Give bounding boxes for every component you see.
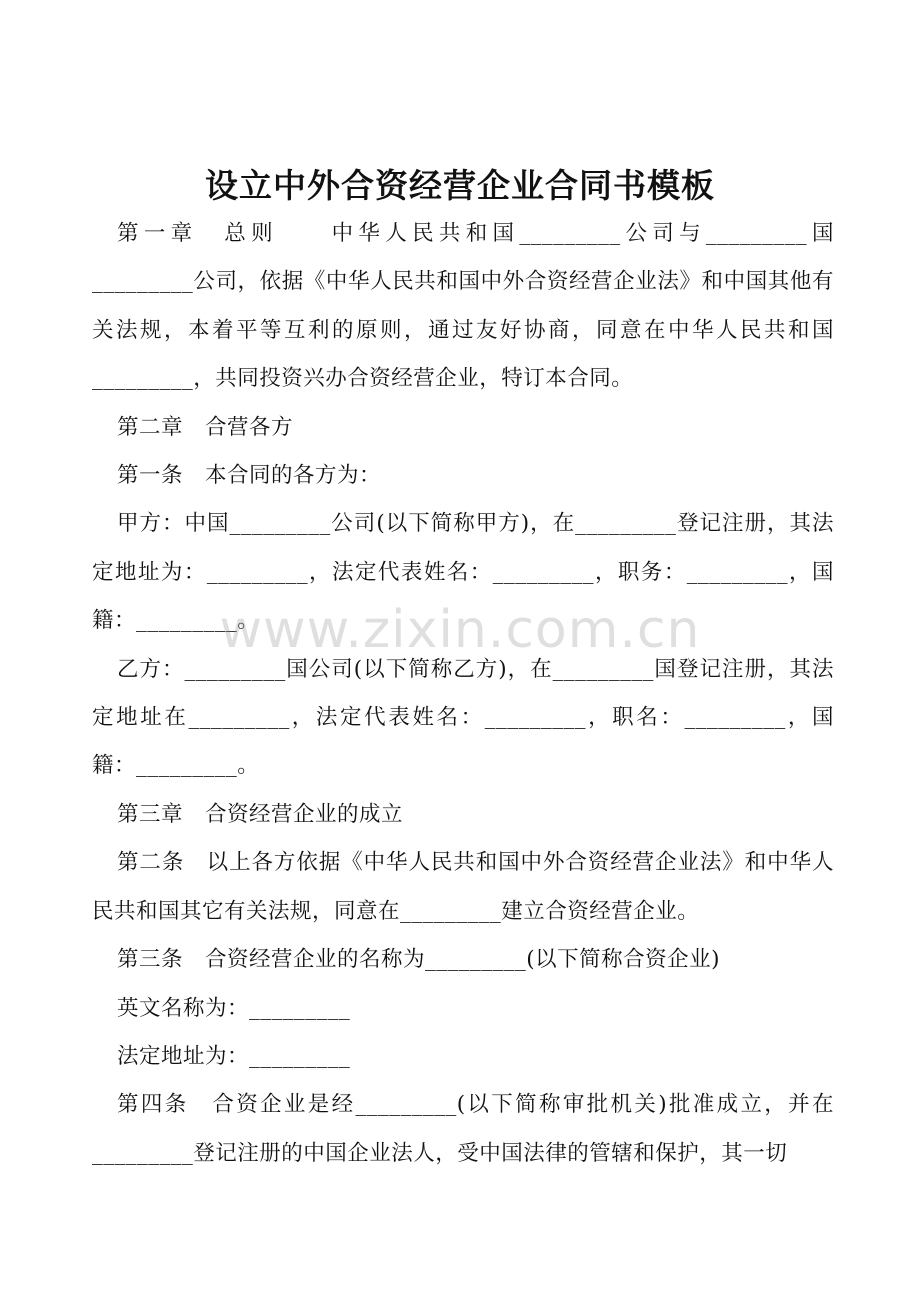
paragraph-party-a: 甲方：中国_________公司(以下简称甲方)，在_________登记注册，其法定地址为：_________，法定代表姓名：_________，职务：_________，国籍：_________。 [92, 511, 834, 634]
document-title: 设立中外合资经营企业合同书模板 [205, 166, 715, 205]
paragraph-article-2: 第二条 以上各方依据《中华人民共和国中外合资经营企业法》和中华人民共和国其它有关法规，同意在_________建立合资经营企业。 [92, 850, 834, 924]
paragraph-legal-address: 法定地址为：_________ [117, 1043, 351, 1069]
paragraph-article-4: 第四条 合资企业是经_________(以下简称审批机关)批准成立，并在_________登记注册的中国企业法人，受中国法律的管辖和保护，其一切 [92, 1092, 834, 1166]
paragraph-chapter-1: 第一章 总则 中华人民共和国_________公司与_________国_________公司，依据《中华人民共和国中外合资经营企业法》和中国其他有关法规，本着平等互利的原则，通过友好协商，同意在中华人民共和国_________，共同投资兴办合资经营企业，特订本合同。 [92, 221, 834, 392]
paragraph-article-3: 第三条 合资经营企业的名称为_________(以下简称合资企业) [117, 947, 721, 973]
paragraph-chapter-3: 第三章 合资经营企业的成立 [117, 801, 404, 827]
paragraph-chapter-2: 第二章 合营各方 [117, 414, 294, 440]
paragraph-english-name: 英文名称为：_________ [117, 995, 351, 1021]
document-body [92, 210, 834, 1178]
paragraph-party-b: 乙方：_________国公司(以下简称乙方)，在_________国登记注册，其法定地址在_________，法定代表姓名：_________，职名：_________，国籍：_________。 [92, 656, 834, 779]
paragraph-article-1: 第一条 本合同的各方为： [117, 463, 382, 489]
watermark-text: www.zixin.com.cn [219, 600, 701, 660]
